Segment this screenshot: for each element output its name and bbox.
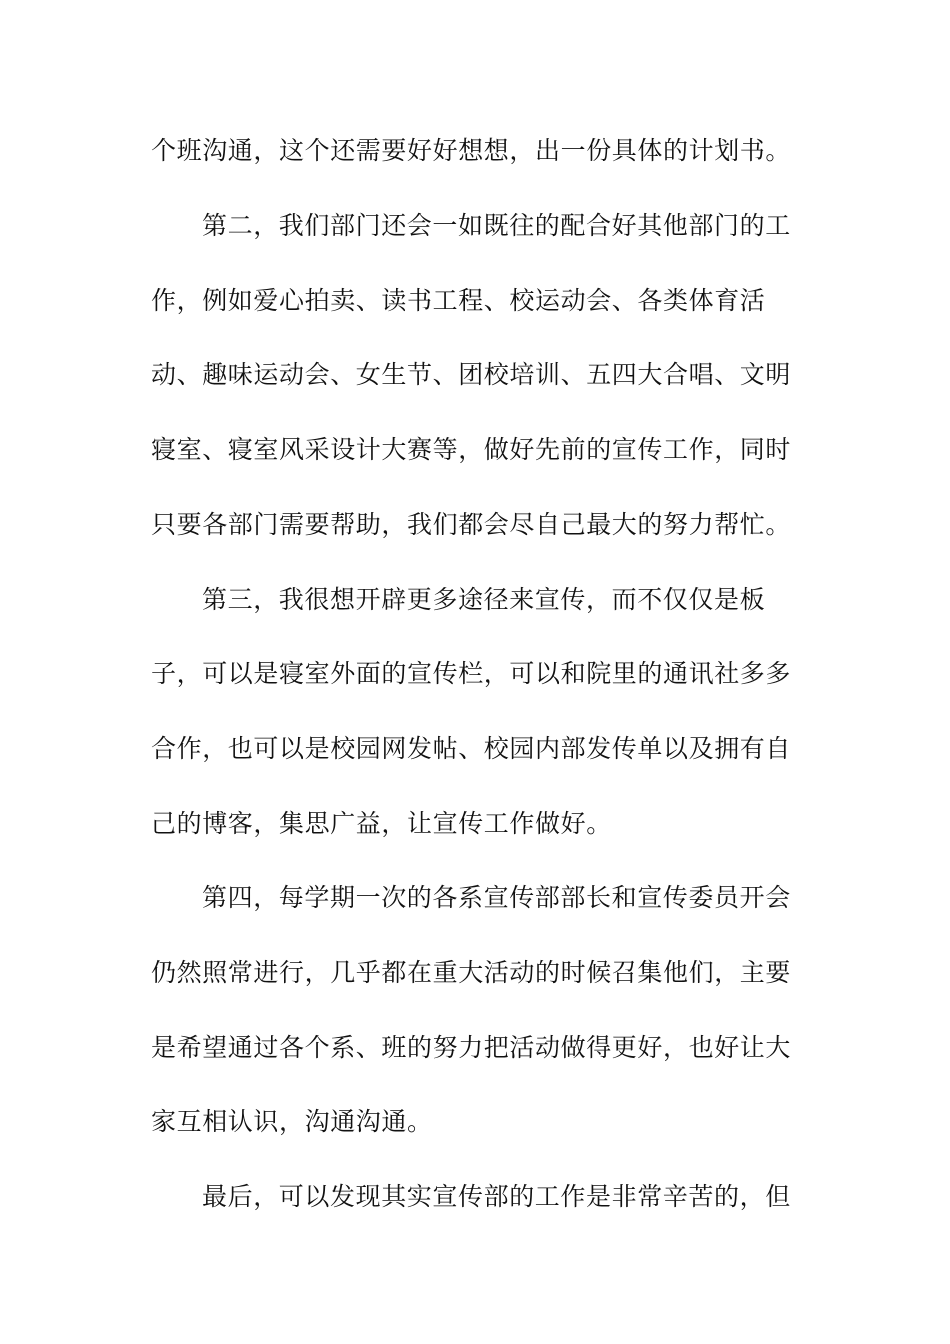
text-line: 己的博客，集思广益，让宣传工作做好。 <box>151 809 612 838</box>
text-line: 动、趣味运动会、女生节、团校培训、五四大合唱、文明 <box>151 360 792 389</box>
text-line: 个班沟通，这个还需要好好想想，出一份具体的计划书。 <box>151 136 792 165</box>
text-line: 仍然照常进行，几乎都在重大活动的时候召集他们，主要 <box>151 958 792 987</box>
text-line: 合作，也可以是校园网发帖、校园内部发传单以及拥有自 <box>151 734 792 763</box>
text-line: 是希望通过各个系、班的努力把活动做得更好，也好让大 <box>151 1033 792 1062</box>
text-line: 寝室、寝室风采设计大赛等，做好先前的宣传工作，同时 <box>151 435 792 464</box>
paragraph-start-line: 第二，我们部门还会一如既往的配合好其他部门的工 <box>202 211 791 240</box>
text-line: 只要各部门需要帮助，我们都会尽自己最大的努力帮忙。 <box>151 510 792 539</box>
paragraph-start-line: 最后，可以发现其实宣传部的工作是非常辛苦的，但 <box>202 1182 791 1211</box>
text-line: 子，可以是寝室外面的宣传栏，可以和院里的通讯社多多 <box>151 659 792 688</box>
text-line: 作，例如爱心拍卖、读书工程、校运动会、各类体育活 <box>151 286 766 315</box>
paragraph-start-line: 第四，每学期一次的各系宣传部部长和宣传委员开会 <box>202 883 791 912</box>
paragraph-start-line: 第三，我很想开辟更多途径来宣传，而不仅仅是板 <box>202 585 766 614</box>
text-line: 家互相认识，沟通沟通。 <box>151 1107 433 1136</box>
